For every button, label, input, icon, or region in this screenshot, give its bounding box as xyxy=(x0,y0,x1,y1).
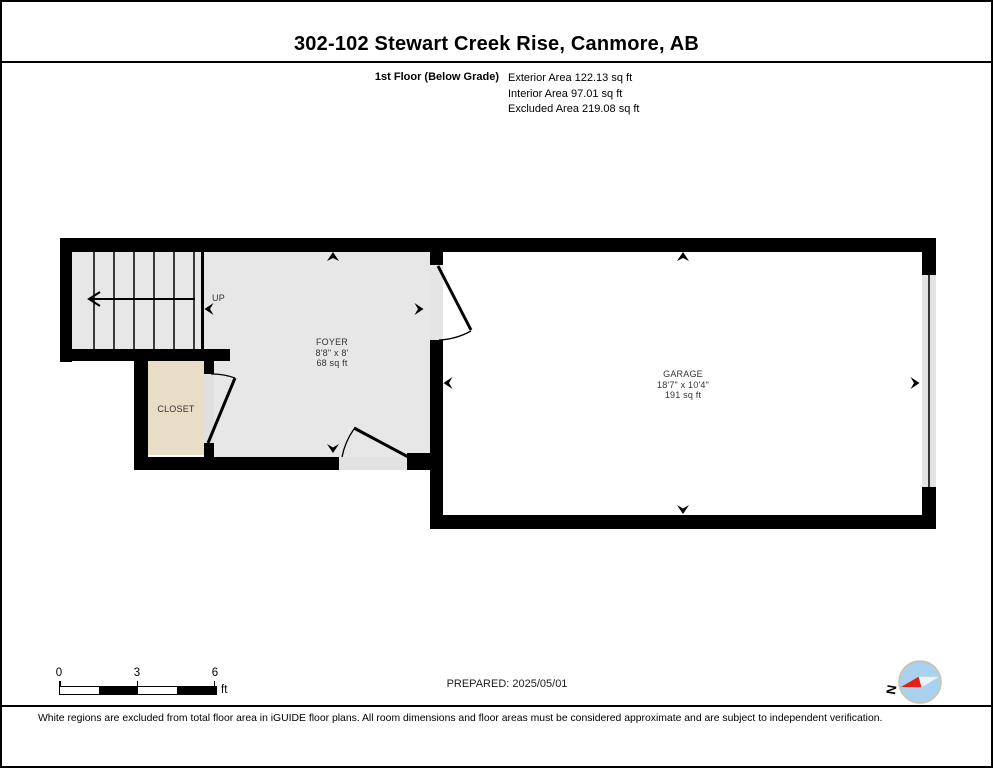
excluded-area: Excluded Area 219.08 sq ft xyxy=(508,103,640,116)
exterior-area: Exterior Area 122.13 sq ft xyxy=(508,72,633,84)
foyer-exterior-door-opening xyxy=(339,457,409,470)
prepared-date: PREPARED: 2025/05/01 xyxy=(446,678,568,690)
floor-areas xyxy=(72,252,922,515)
scale-segment xyxy=(99,687,138,694)
north-label: N xyxy=(883,683,900,696)
foyer-label-block xyxy=(272,337,392,369)
scale-segment xyxy=(138,687,177,694)
stairs-up-label: UP xyxy=(212,293,225,303)
scale-unit-label: ft xyxy=(221,684,228,696)
scale-tick-label-0: 0 xyxy=(55,667,63,679)
floor-plan-drawing xyxy=(2,2,993,768)
garage-name: GARAGE xyxy=(663,369,703,379)
scale-tick-label-3: 3 xyxy=(133,667,141,679)
foyer-name: FOYER xyxy=(315,337,348,347)
scale-tick-label-6: 6 xyxy=(211,667,219,679)
scale-bar xyxy=(59,686,217,695)
disclaimer-text: White regions are excluded from total floor area in iGUIDE floor plans. All room dimensions and floor areas must be considered approximate and are subject to independent verification. xyxy=(38,713,883,724)
foyer-dims: 8'8" x 8' xyxy=(315,347,349,358)
closet-label: CLOSET xyxy=(157,404,195,414)
interior-area: Interior Area 97.01 sq ft xyxy=(508,87,623,100)
garage-area: 191 sq ft xyxy=(664,390,702,400)
compass-icon xyxy=(883,661,941,703)
footer-divider xyxy=(2,705,991,707)
garage-entry-opening xyxy=(430,265,443,340)
scale-segment xyxy=(177,687,216,694)
garage-dims: 18'7" x 10'4" xyxy=(657,379,709,390)
scale-segment xyxy=(60,687,99,694)
floor-label: 1st Floor (Below Grade) xyxy=(374,71,499,83)
garage-label-block xyxy=(623,369,743,401)
foyer-area: 68 sq ft xyxy=(316,358,348,368)
page-title: 302-102 Stewart Creek Rise, Canmore, AB xyxy=(293,33,700,55)
